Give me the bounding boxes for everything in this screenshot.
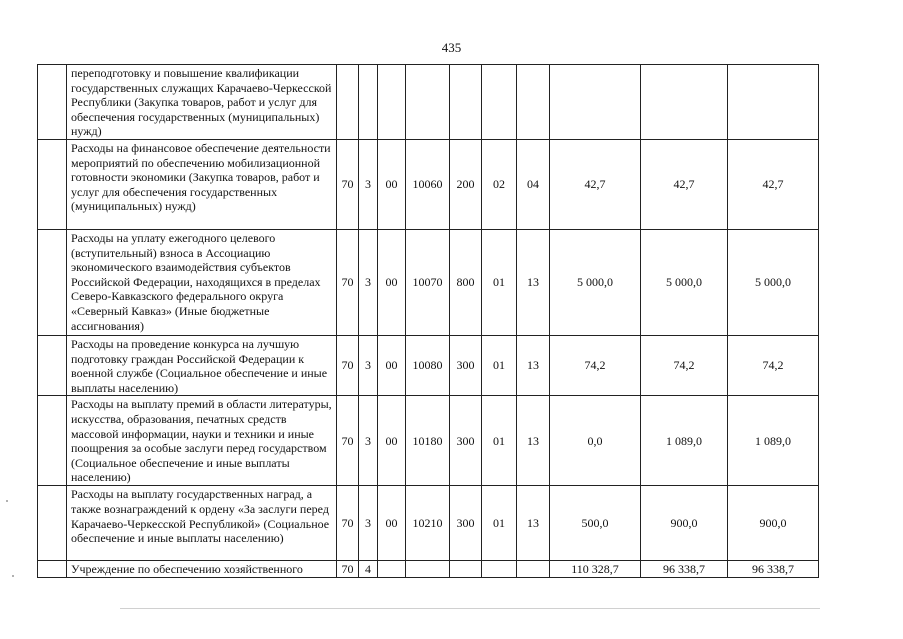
code-cell: 10080 xyxy=(406,335,450,395)
code-cell: 300 xyxy=(450,486,482,561)
amount-cell: 5 000,0 xyxy=(550,229,641,335)
row-index-cell xyxy=(38,561,67,578)
code-cell: 300 xyxy=(450,335,482,395)
code-cell: 70 xyxy=(337,561,359,578)
table-row xyxy=(38,486,819,561)
code-cell: 00 xyxy=(378,139,406,229)
amount-cell xyxy=(728,65,819,140)
code-cell xyxy=(517,561,550,578)
amount-cell: 42,7 xyxy=(728,139,819,229)
row-description: Расходы на выплату премий в области литературы, искусства, образования, печатных средств массовой информации, науки и техники и иные поощрения за особые заслуги перед государством (Социальное обеспечение и иные выплаты населению) xyxy=(67,396,337,486)
row-description: Расходы на финансовое обеспечение деятельности мероприятий по обеспечению мобилизационной готовности экономики (Закупка товаров, работ и услуг для обеспечения государственных (муниципальных) нужд) xyxy=(67,139,337,229)
code-cell: 3 xyxy=(359,486,378,561)
row-description: Расходы на уплату ежегодного целевого (вступительный) взноса в Ассоциацию экономического взаимодействия субъектов Российской Федерации, находящихся в пределах Северо-Кавказского федерального округа «Северный Кавказ» (Иные бюджетные ассигнования) xyxy=(67,229,337,335)
budget-table xyxy=(37,64,819,578)
code-cell: 70 xyxy=(337,335,359,395)
code-cell: 00 xyxy=(378,486,406,561)
row-description: Учреждение по обеспечению хозяйственного xyxy=(67,561,337,578)
amount-cell: 5 000,0 xyxy=(728,229,819,335)
code-cell: 01 xyxy=(482,396,517,486)
amount-cell: 96 338,7 xyxy=(641,561,728,578)
code-cell: 70 xyxy=(337,229,359,335)
scan-artifact-line xyxy=(120,608,820,609)
table-row xyxy=(38,229,819,335)
code-cell: 13 xyxy=(517,396,550,486)
code-cell: 00 xyxy=(378,229,406,335)
code-cell xyxy=(337,65,359,140)
amount-cell: 1 089,0 xyxy=(641,396,728,486)
code-cell: 3 xyxy=(359,396,378,486)
code-cell: 800 xyxy=(450,229,482,335)
scan-dot xyxy=(6,500,8,502)
code-cell xyxy=(378,561,406,578)
row-index-cell xyxy=(38,335,67,395)
amount-cell: 0,0 xyxy=(550,396,641,486)
table-row xyxy=(38,335,819,395)
amount-cell: 900,0 xyxy=(641,486,728,561)
row-index-cell xyxy=(38,65,67,140)
amount-cell: 42,7 xyxy=(641,139,728,229)
code-cell: 300 xyxy=(450,396,482,486)
code-cell: 3 xyxy=(359,229,378,335)
page-number: 435 xyxy=(441,40,462,55)
row-index-cell xyxy=(38,139,67,229)
code-cell: 04 xyxy=(517,139,550,229)
code-cell xyxy=(482,561,517,578)
row-description: Расходы на выплату государственных наград, а также вознаграждений к ордену «За заслуги перед Карачаево-Черкесской Республикой» (Социальное обеспечение и иные выплаты населению) xyxy=(67,486,337,561)
row-index-cell xyxy=(38,486,67,561)
code-cell xyxy=(450,65,482,140)
table-row xyxy=(38,65,819,140)
code-cell: 01 xyxy=(482,335,517,395)
code-cell xyxy=(450,561,482,578)
amount-cell xyxy=(641,65,728,140)
code-cell: 00 xyxy=(378,335,406,395)
code-cell: 13 xyxy=(517,229,550,335)
amount-cell: 5 000,0 xyxy=(641,229,728,335)
code-cell: 02 xyxy=(482,139,517,229)
code-cell xyxy=(378,65,406,140)
code-cell: 13 xyxy=(517,486,550,561)
row-description: Расходы на проведение конкурса на лучшую подготовку граждан Российской Федерации к военной службе (Социальное обеспечение и иные выплаты населению) xyxy=(67,335,337,395)
amount-cell: 42,7 xyxy=(550,139,641,229)
code-cell: 3 xyxy=(359,335,378,395)
code-cell: 10180 xyxy=(406,396,450,486)
code-cell: 200 xyxy=(450,139,482,229)
code-cell xyxy=(359,65,378,140)
code-cell: 10210 xyxy=(406,486,450,561)
code-cell: 70 xyxy=(337,486,359,561)
amount-cell: 74,2 xyxy=(641,335,728,395)
amount-cell: 96 338,7 xyxy=(728,561,819,578)
amount-cell: 110 328,7 xyxy=(550,561,641,578)
code-cell xyxy=(406,65,450,140)
code-cell: 13 xyxy=(517,335,550,395)
code-cell: 70 xyxy=(337,396,359,486)
code-cell: 01 xyxy=(482,229,517,335)
amount-cell: 1 089,0 xyxy=(728,396,819,486)
amount-cell: 500,0 xyxy=(550,486,641,561)
code-cell: 10060 xyxy=(406,139,450,229)
scan-dot xyxy=(12,575,14,577)
code-cell: 3 xyxy=(359,139,378,229)
code-cell xyxy=(406,561,450,578)
table-row xyxy=(38,139,819,229)
code-cell: 01 xyxy=(482,486,517,561)
code-cell: 70 xyxy=(337,139,359,229)
amount-cell: 74,2 xyxy=(728,335,819,395)
row-description: переподготовку и повышение квалификации государственных служащих Карачаево-Черкесской Республики (Закупка товаров, работ и услуг для обеспечения государственных (муниципальных) нужд) xyxy=(67,65,337,140)
table-row xyxy=(38,561,819,578)
code-cell xyxy=(482,65,517,140)
code-cell: 10070 xyxy=(406,229,450,335)
row-index-cell xyxy=(38,229,67,335)
table-row xyxy=(38,396,819,486)
code-cell xyxy=(517,65,550,140)
amount-cell xyxy=(550,65,641,140)
row-index-cell xyxy=(38,396,67,486)
amount-cell: 74,2 xyxy=(550,335,641,395)
amount-cell: 900,0 xyxy=(728,486,819,561)
code-cell: 4 xyxy=(359,561,378,578)
code-cell: 00 xyxy=(378,396,406,486)
